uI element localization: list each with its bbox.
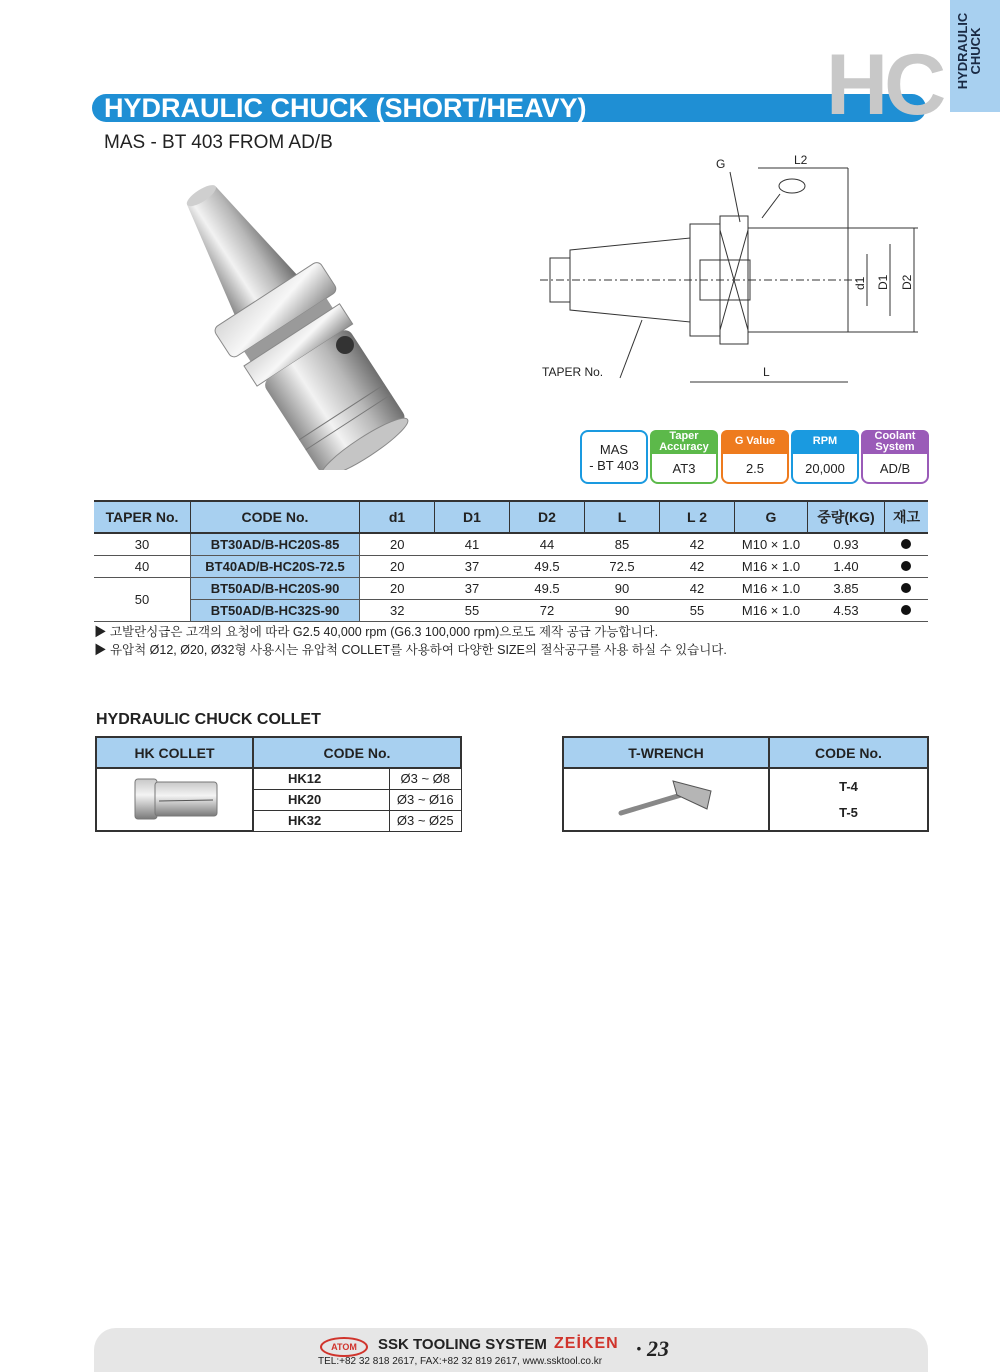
- col-G: G: [735, 501, 808, 533]
- cell-stock: [885, 578, 929, 600]
- cell-d1: 32: [360, 600, 435, 622]
- wrench-image-cell: [563, 768, 769, 831]
- side-tab-label: [956, 6, 982, 96]
- spec-box-value: AD/B: [879, 461, 911, 476]
- cell-d1: 20: [360, 556, 435, 578]
- spec-box-header: [650, 430, 718, 454]
- col-stock: 재고: [885, 501, 929, 533]
- cell-d1: 20: [360, 533, 435, 556]
- cell-G: M10 × 1.0: [735, 533, 808, 556]
- spec-box-header-line1: RPM: [812, 435, 838, 447]
- cell-code: BT50AD/B-HC20S-90: [191, 578, 360, 600]
- cell-code: BT40AD/B-HC20S-72.5: [191, 556, 360, 578]
- col-taper: TAPER No.: [94, 501, 191, 533]
- label-l: L: [763, 365, 770, 379]
- collet-code: HK20: [253, 789, 390, 810]
- label-g: G: [716, 157, 726, 171]
- label-D1-dim: D1: [876, 274, 890, 290]
- stock-dot-icon: [901, 583, 911, 593]
- cell-weight: 1.40: [808, 556, 885, 578]
- wrench-image: [611, 773, 721, 823]
- side-tab-line1: HYDRAULIC: [955, 12, 970, 90]
- cell-D1: 37: [435, 556, 510, 578]
- col-wrench-code: CODE No.: [769, 737, 928, 768]
- cell-D2: 72: [510, 600, 585, 622]
- cell-D1: 37: [435, 578, 510, 600]
- table-row: [94, 556, 928, 578]
- cell-D2: 49.5: [510, 578, 585, 600]
- spec-box: [791, 430, 859, 484]
- note-1: ▶ 고발란싱급은 고객의 요청에 따라 G2.5 40,000 rpm (G6.3 100,000 rpm)으로도 제작 공급 가능합니다.: [94, 625, 659, 639]
- col-hk-collet: HK COLLET: [96, 737, 253, 768]
- table-row: [96, 768, 461, 789]
- collet-image: [125, 773, 225, 823]
- table-row: [563, 768, 928, 831]
- stock-dot-icon: [901, 539, 911, 549]
- collet-range: Ø3 ~ Ø25: [390, 810, 462, 831]
- footer-company: SSK TOOLING SYSTEM: [378, 1336, 547, 1353]
- cell-weight: 3.85: [808, 578, 885, 600]
- col-D1: D1: [435, 501, 510, 533]
- stock-dot-icon: [901, 605, 911, 615]
- footer: [94, 1328, 928, 1372]
- page-title: HYDRAULIC CHUCK (SHORT/HEAVY): [104, 93, 587, 123]
- wrench-code: T-4: [839, 778, 858, 794]
- cell-stock: [885, 600, 929, 622]
- side-tab-line2: CHUCK: [968, 27, 983, 75]
- cell-d1: 20: [360, 578, 435, 600]
- label-d1: d1: [853, 276, 867, 290]
- cell-code: BT50AD/B-HC32S-90: [191, 600, 360, 622]
- col-L2: L 2: [660, 501, 735, 533]
- collet-code: HK12: [253, 768, 390, 789]
- cell-L: 72.5: [585, 556, 660, 578]
- table-row: [94, 578, 928, 600]
- spec-box-header: [791, 430, 859, 454]
- cell-taper: 40: [94, 556, 191, 578]
- technical-drawing: [530, 150, 930, 390]
- spec-box-value: 20,000: [805, 461, 845, 476]
- cell-L2: 42: [660, 578, 735, 600]
- page-number: · 23: [636, 1336, 669, 1361]
- label-l2: L2: [794, 153, 808, 167]
- wrench-table: [562, 736, 929, 832]
- hc-badge: HC: [826, 37, 943, 133]
- table-row: [94, 600, 928, 622]
- collet-code: HK32: [253, 810, 390, 831]
- wrench-codes: [769, 768, 928, 831]
- collet-heading: HYDRAULIC CHUCK COLLET: [96, 711, 321, 728]
- cell-weight: 4.53: [808, 600, 885, 622]
- cell-code: BT30AD/B-HC20S-85: [191, 533, 360, 556]
- atom-logo: ATOM: [320, 1337, 368, 1357]
- cell-taper: 30: [94, 533, 191, 556]
- cell-D1: 55: [435, 600, 510, 622]
- collet-image-cell: [96, 768, 253, 831]
- spec-box-header-line1: G Value: [734, 435, 776, 447]
- col-L: L: [585, 501, 660, 533]
- label-D2-dim: D2: [900, 274, 914, 290]
- cell-G: M16 × 1.0: [735, 578, 808, 600]
- col-t-wrench: T-WRENCH: [563, 737, 769, 768]
- col-d1: d1: [360, 501, 435, 533]
- spec-box-value: 2.5: [745, 461, 765, 476]
- footer-brand: ZEİKEN: [554, 1335, 619, 1352]
- spec-table: [94, 500, 928, 622]
- spec-box-header: [721, 430, 789, 454]
- cell-G: M16 × 1.0: [735, 556, 808, 578]
- cell-D2: 44: [510, 533, 585, 556]
- cell-L2: 42: [660, 556, 735, 578]
- col-D2: D2: [510, 501, 585, 533]
- cell-L2: 42: [660, 533, 735, 556]
- label-taper: TAPER No.: [542, 365, 604, 379]
- mas-line1: MAS: [599, 442, 629, 457]
- spec-box-header-line1: Taper: [669, 430, 699, 442]
- cell-stock: [885, 556, 929, 578]
- cell-G: M16 × 1.0: [735, 600, 808, 622]
- spec-box: [721, 430, 789, 484]
- footer-contact: TEL:+82 32 818 2617, FAX:+82 32 819 2617, www.ssktool.co.kr: [318, 1356, 603, 1367]
- col-weight: 중량(KG): [808, 501, 885, 533]
- spec-box: [650, 430, 718, 484]
- stock-dot-icon: [901, 561, 911, 571]
- cell-L: 90: [585, 600, 660, 622]
- spec-box-header: [861, 430, 929, 454]
- collet-range: Ø3 ~ Ø16: [390, 789, 462, 810]
- note-2: ▶ 유압척 Ø12, Ø20, Ø32형 사용시는 유압척 COLLET를 사용하여 다양한 SIZE의 절삭공구를 사용 하실 수 있습니다.: [94, 643, 727, 657]
- cell-weight: 0.93: [808, 533, 885, 556]
- spec-box-header-line1: Coolant: [874, 430, 916, 442]
- product-photo: [150, 170, 450, 470]
- cell-L: 85: [585, 533, 660, 556]
- page-subtitle: MAS - BT 403 FROM AD/B: [104, 132, 333, 153]
- table-row: [94, 533, 928, 556]
- cell-stock: [885, 533, 929, 556]
- mas-box: [580, 430, 648, 484]
- spec-box: [861, 430, 929, 484]
- cell-D2: 49.5: [510, 556, 585, 578]
- side-tab: [950, 0, 1000, 112]
- wrench-code: T-5: [839, 804, 858, 820]
- spec-box-value: AT3: [672, 461, 696, 476]
- mas-line2: - BT 403: [589, 458, 639, 473]
- col-collet-code: CODE No.: [253, 737, 461, 768]
- cell-taper: 50: [94, 578, 191, 622]
- col-code: CODE No.: [191, 501, 360, 533]
- cell-L2: 55: [660, 600, 735, 622]
- collet-table: [95, 736, 462, 832]
- spec-box-header-line2: Accuracy: [659, 441, 709, 453]
- spec-box-header-line2: System: [875, 441, 915, 453]
- cell-L: 90: [585, 578, 660, 600]
- collet-range: Ø3 ~ Ø8: [390, 768, 462, 789]
- cell-D1: 41: [435, 533, 510, 556]
- notes: [94, 623, 727, 659]
